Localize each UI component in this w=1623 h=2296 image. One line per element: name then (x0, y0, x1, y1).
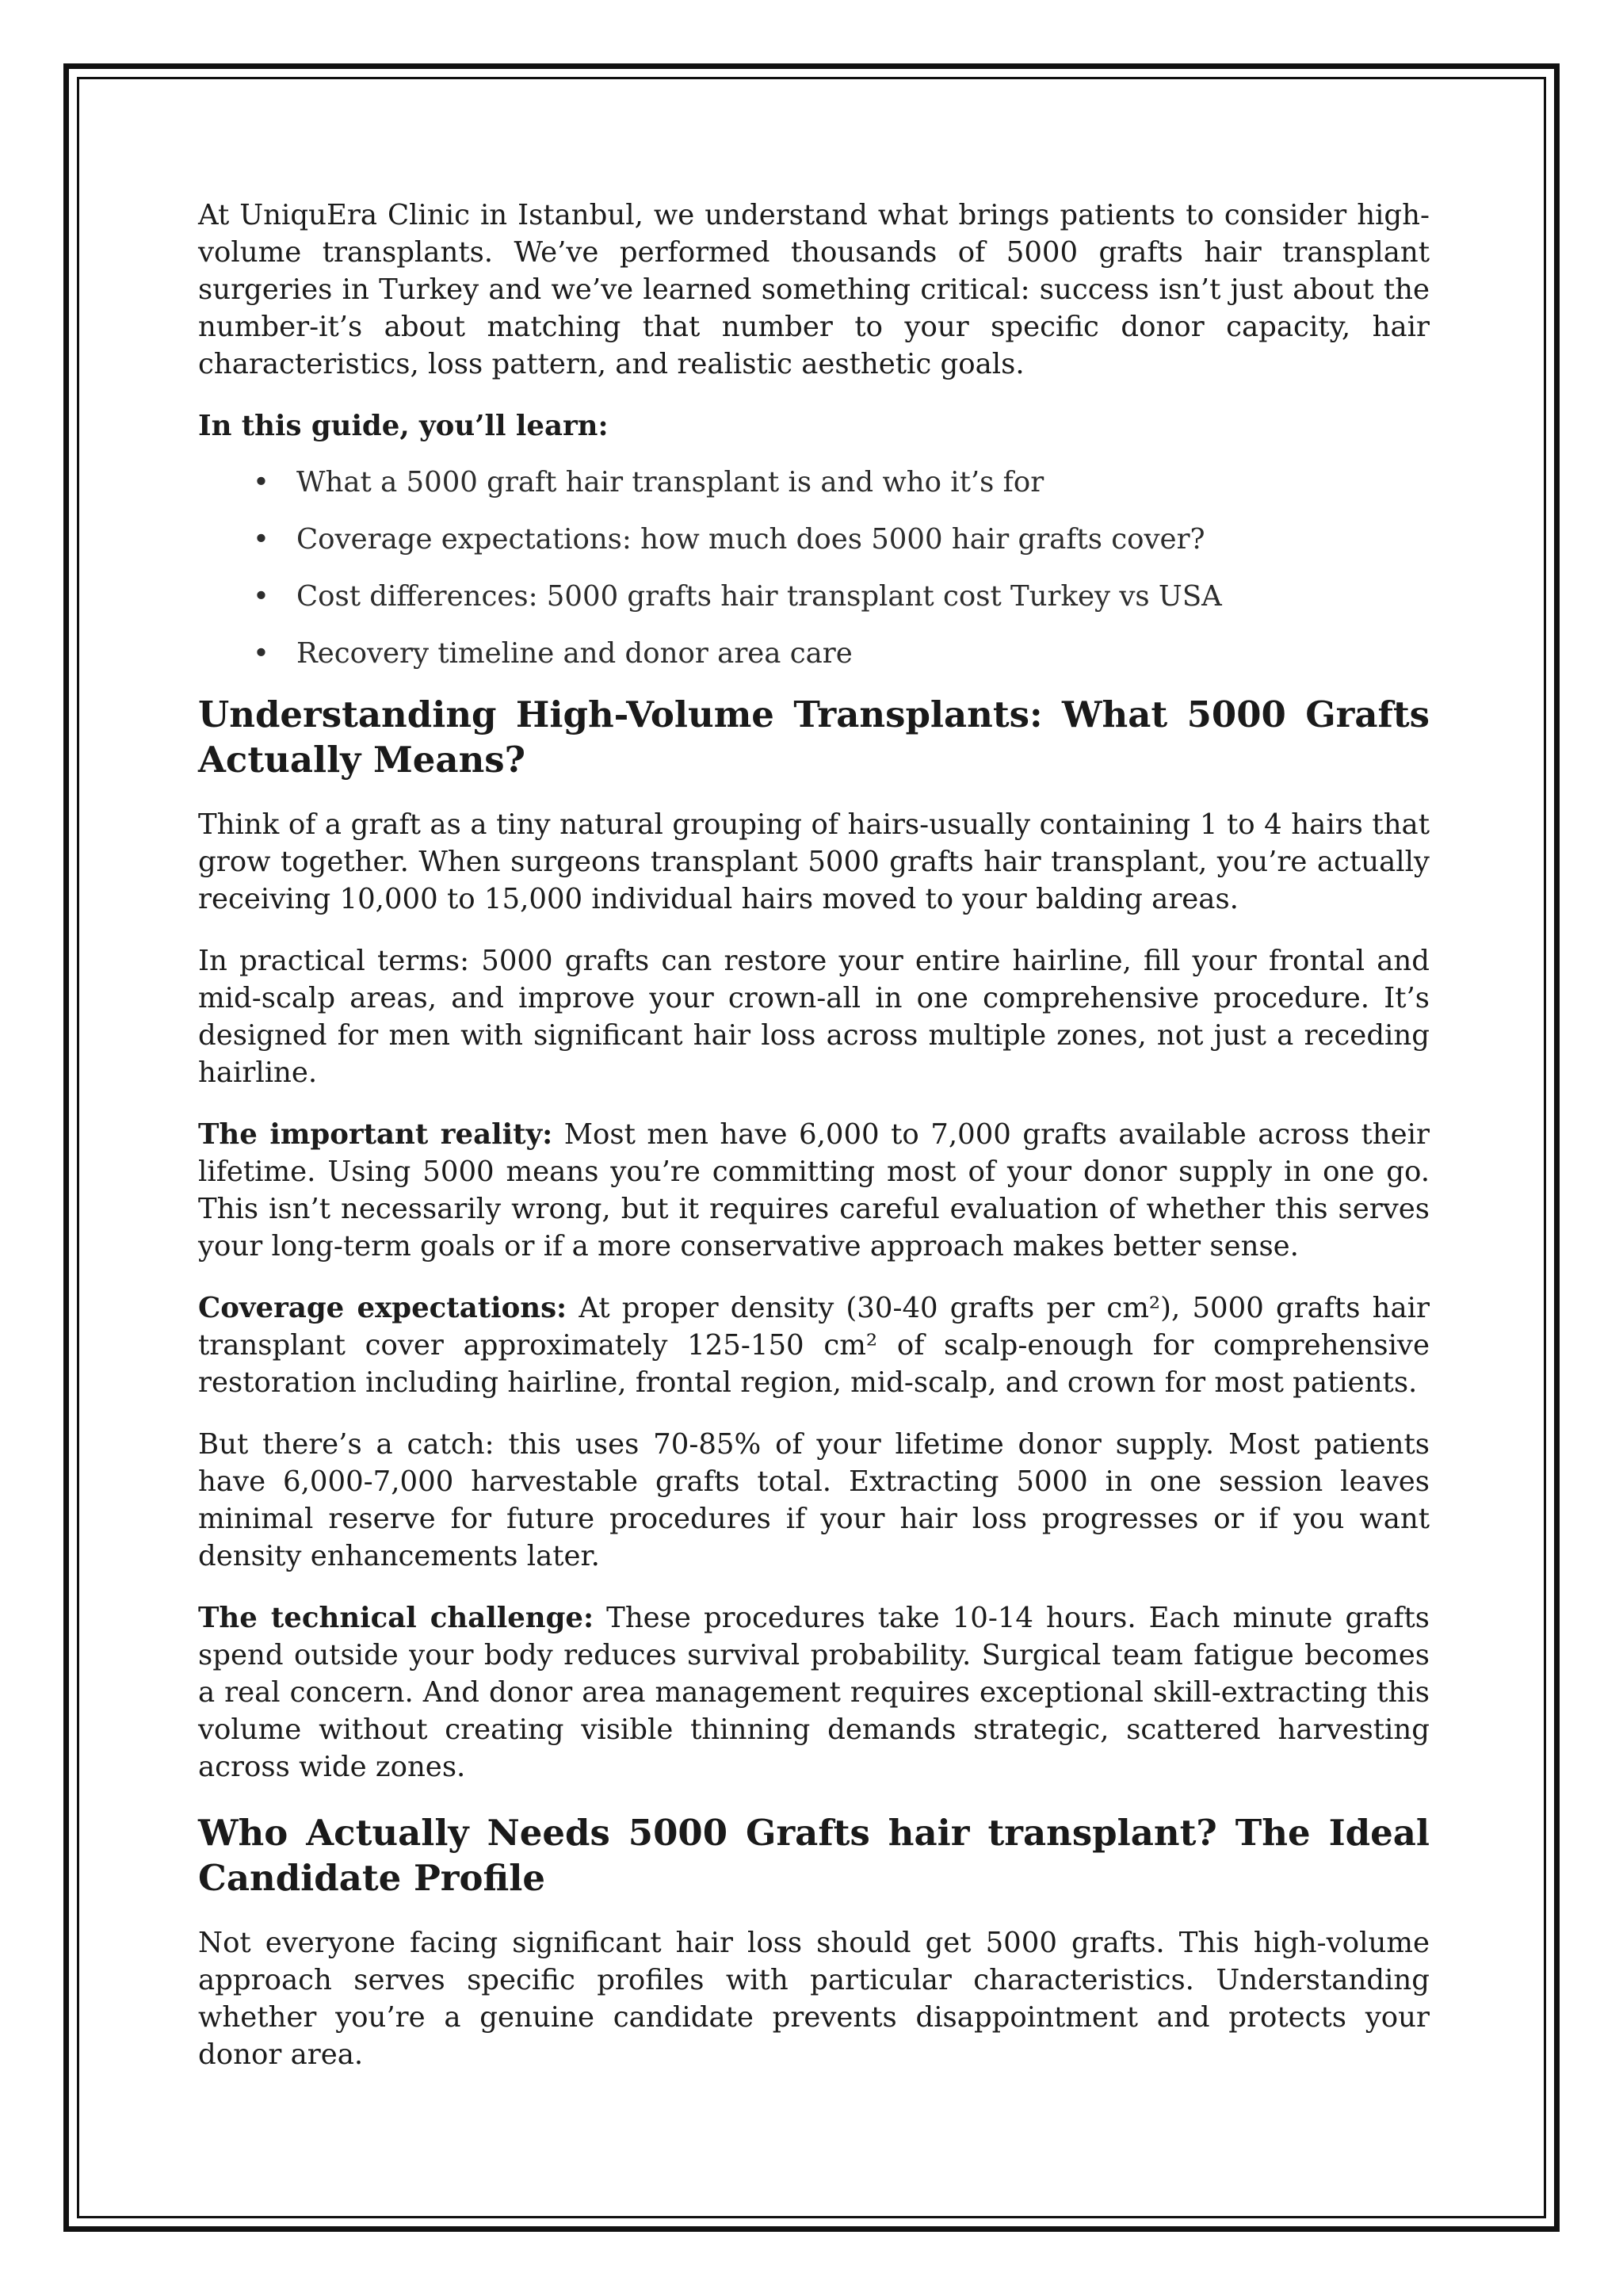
list-item (198, 521, 1430, 558)
guide-heading-text: In this guide, you’ll learn: (198, 410, 609, 442)
label-coverage: Coverage expectations: (198, 1292, 567, 1324)
guide-list (198, 464, 1430, 672)
label-technical-challenge: The technical challenge: (198, 1602, 594, 1634)
paragraph-coverage (198, 1289, 1430, 1401)
list-item-text: Coverage expectations: how much does 5000 hair grafts cover? (296, 523, 1205, 556)
paragraph-candidate-intro: Not everyone facing significant hair loss should get 5000 grafts. This high-volume approach serves specific profiles with particular characteristics. Understanding whether you’re a genuine candidate prevents disappointment and protects your donor area. (198, 1927, 1430, 2071)
list-item-text: Cost differences: 5000 grafts hair transplant cost Turkey vs USA (296, 580, 1222, 613)
bullet-icon: • (253, 523, 269, 556)
paragraph-technical-challenge (198, 1599, 1430, 1786)
bullet-icon: • (253, 637, 269, 670)
paragraph-catch: But there’s a catch: this uses 70-85% of your lifetime donor supply. Most patients have 6,000-7,000 harvestable grafts total. Extracting 5000 in one session leaves minimal reserve for future procedures if your hair loss progresses or if you want density enhancements later. (198, 1428, 1430, 1572)
list-item (198, 578, 1430, 615)
paragraph-graft-definition: Think of a graft as a tiny natural grouping of hairs-usually containing 1 to 4 hairs that grow together. When surgeons transplant 5000 grafts hair transplant, you’re actually receiving 10,000 to 15,000 individual hairs moved to your balding areas. (198, 808, 1430, 915)
text-technical-challenge: These procedures take 10-14 hours. Each minute grafts spend outside your body reduces survival probability. Surgical team fatigue becomes a real concern. And donor area management requires exceptional skill-extracting this volume without creating visible thinning demands strategic, scattered harvesting across wide zones. (198, 1602, 1430, 1783)
guide-heading (198, 407, 1430, 445)
text-coverage: At proper density (30-40 grafts per cm²), 5000 grafts hair transplant cover approximately 125-150 cm² of scalp-enough for comprehensive restoration including hairline, frontal region, mid-scalp, and crown for most patients. (198, 1292, 1430, 1399)
list-item-text: What a 5000 graft hair transplant is and who it’s for (296, 466, 1044, 499)
section-heading-candidate: Who Actually Needs 5000 Grafts hair transplant? The Ideal Candidate Profile (198, 1812, 1430, 1899)
bullet-icon: • (253, 580, 269, 613)
bullet-icon: • (253, 466, 269, 499)
text-important-reality: Most men have 6,000 to 7,000 grafts available across their lifetime. Using 5000 means you’re committing most of your donor supply in one go. This isn’t necessarily wrong, but it requires careful evaluation of whether this serves your long-term goals or if a more conservative approach makes better sense. (198, 1118, 1430, 1263)
section-heading-understanding: Understanding High-Volume Transplants: What 5000 Grafts Actually Means? (198, 693, 1430, 781)
paragraph-important-reality (198, 1116, 1430, 1265)
list-item-text: Recovery timeline and donor area care (296, 637, 853, 670)
document-body (198, 197, 1430, 2098)
label-important-reality: The important reality: (198, 1118, 553, 1151)
intro-paragraph: At UniquEra Clinic in Istanbul, we understand what brings patients to consider high-volume transplants. We’ve performed thousands of 5000 grafts hair transplant surgeries in Turkey and we’ve learned something critical: success isn’t just about the number-it’s about matching that number to your specific donor capacity, hair characteristics, loss pattern, and realistic aesthetic goals. (198, 199, 1430, 380)
list-item (198, 464, 1430, 501)
list-item (198, 635, 1430, 672)
paragraph-practical-terms: In practical terms: 5000 grafts can restore your entire hairline, fill your frontal and mid-scalp areas, and improve your crown-all in one comprehensive procedure. It’s designed for men with significant hair loss across multiple zones, not just a receding hairline. (198, 945, 1430, 1089)
